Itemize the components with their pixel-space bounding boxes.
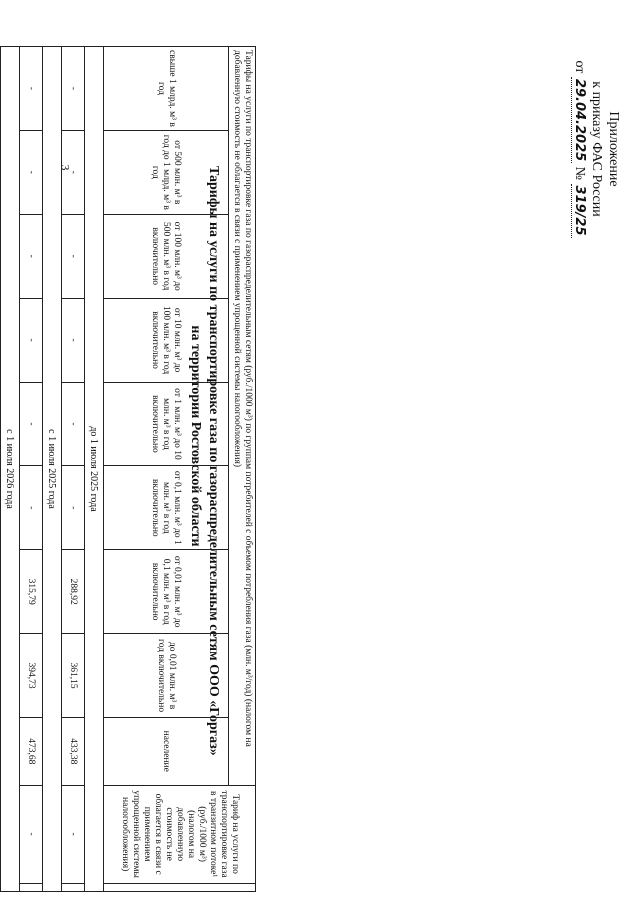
period-row [85,47,104,892]
column-header: население [104,718,229,786]
table-cell: - [62,214,85,298]
number-prefix: № [572,166,587,181]
table-cell [0,214,1,298]
column-header: от 100 млн. м³ до 500 млн. м³ в год включительно [104,214,229,298]
appendix-heading: Приложение [606,111,621,187]
table-cell: - [20,466,43,550]
table-cell: - [62,466,85,550]
table-cell: - [20,47,43,131]
title-line-2: на территории Ростовской области [188,325,203,547]
title-line-1: Тарифы на услуги по транспортировке газа по газораспределительным сетям ООО «Горгаз» [206,166,221,756]
column-header: от 10 млн. м³ до 100 млн. м³ в год включительно [104,298,229,382]
column-header: от 0,01 млн. м³ до 0,1 млн. м³ в год включительно [104,550,229,634]
tariffs-table [0,46,256,892]
table-cell [0,785,1,883]
handwritten-date: 29.04.2025 [572,78,587,162]
table-cell: 361,15 [62,634,85,718]
table-cell: 433,38 [62,718,85,786]
table-cell [0,550,1,634]
period-row [1,47,20,892]
table-cell [0,298,1,382]
table-cell: 315,79 [20,550,43,634]
table-cell: - [62,298,85,382]
main-header: Тарифы на услуги по транспортировке газа по газораспределительным сетям (руб./1000 м³) по группам потребителей с объемом потребления газа (млн. м³/год) (налогом на добавленную стоимость не облагается в связи с применением упрощенной системы налогообложения) [229,47,256,786]
table-cell: 394,73 [20,634,43,718]
period-row [43,47,62,892]
table-cell: - [20,785,43,883]
transit-header: Тариф на услуги по транспортировке газа в транзитном потоке¹ (руб./1000 м³) (налогом на добавленную стоимость не облагается в связи с применением упрощенной системы налогообложения) [104,785,256,883]
column-header-row [104,47,229,892]
table-row [20,47,43,892]
edge-cell [0,883,1,891]
table-cell: - [20,130,43,214]
column-header: от 1 млн. м³ до 10 млн. м³ в год включительно [104,382,229,466]
date-prefix: от [572,60,587,74]
period-label: с 1 июля 2025 года [43,47,62,892]
table-body [0,47,104,892]
table-cell [0,634,1,718]
column-header: от 0,1 млн. м³ до 1 млн. м³ в год включительно [104,466,229,550]
table-cell [0,47,1,131]
table-frame [4,6,626,896]
table-cell: - [20,382,43,466]
table-cell: - [20,214,43,298]
page-number: 3 [58,164,73,171]
table-row [62,47,85,892]
column-header: от 500 млн. м³ в год до 1 млрд. м³ в год [104,130,229,214]
handwritten-number: 319/25 [572,185,587,236]
period-label: до 1 июля 2025 года [85,47,104,892]
table-cell [0,382,1,466]
period-label: с 1 июля 2026 года [1,47,20,892]
appendix-order-line: к приказу ФАС России [589,81,604,217]
table-cell [0,130,1,214]
table-cell: - [62,382,85,466]
edge-cell [62,883,85,891]
table-cell [0,466,1,550]
table-row [0,47,1,892]
column-header: свыше 1 млрд. м³ в год [104,47,229,131]
table-cell: 473,68 [20,718,43,786]
edge-cell [20,883,43,891]
table-cell: - [62,785,85,883]
table-cell: - [20,298,43,382]
column-header: до 0,01 млн. м³ в год включительно [104,634,229,718]
table-cell: - [62,47,85,131]
table-cell: - [62,130,85,214]
edge-column [104,883,256,891]
table-cell [0,718,1,786]
table-cell: 288,92 [62,550,85,634]
